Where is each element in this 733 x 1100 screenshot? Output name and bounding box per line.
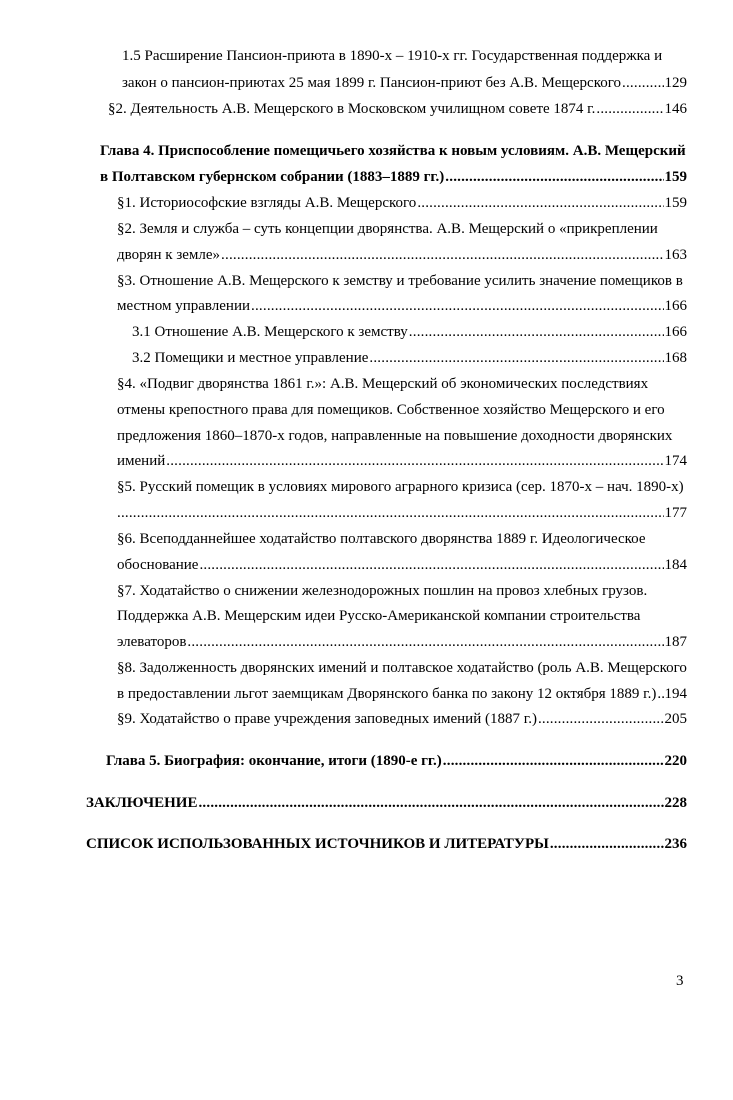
- toc-entry-p8-line1: §8. Задолженность дворянских имений и полтавское ходатайство (роль А.В. Мещерского: [117, 660, 687, 676]
- toc-conclusion[interactable]: ЗАКЛЮЧЕНИЕ ..... 228: [86, 794, 687, 812]
- toc-entry-p3-line1: §3. Отношение А.В. Мещерского к земству и требование усилить значение помещиков в: [117, 273, 683, 289]
- toc-page-number: 159: [664, 195, 687, 211]
- toc-entry-p7-line2: Поддержка А.В. Мещерским идеи Русско-Американской компании строительства: [117, 608, 641, 624]
- toc-entry-p6-line1: §6. Всеподданнейшее ходатайство полтавского дворянства 1889 г. Идеологическое: [117, 531, 646, 547]
- toc-entry-moscow-council[interactable]: §2. Деятельность А.В. Мещерского в Московском училищном совете 1874 г. ..... 146: [108, 100, 687, 118]
- toc-page-number: 228: [664, 795, 687, 811]
- toc-entry-p3[interactable]: местном управлении ..... 166: [117, 297, 687, 315]
- toc-page-number: 194: [664, 686, 687, 702]
- toc-entry-p3-2[interactable]: 3.2 Помещики и местное управление ..... 168: [132, 349, 687, 367]
- page-number: 3: [676, 973, 684, 989]
- toc-page-number: 220: [664, 753, 687, 769]
- toc-entry-p7[interactable]: элеваторов ..... 187: [117, 633, 687, 651]
- toc-sources[interactable]: СПИСОК ИСПОЛЬЗОВАННЫХ ИСТОЧНИКОВ И ЛИТЕРАТУРЫ ..... 236: [86, 835, 687, 853]
- toc-page-number: 163: [664, 247, 687, 263]
- toc-entry-1-5[interactable]: закон о пансион-приютах 25 мая 1899 г. Пансион-приют без А.В. Мещерского ..... 129: [122, 74, 687, 92]
- toc-entry-p1[interactable]: §1. Историософские взгляды А.В. Мещерского ..... 159: [117, 194, 687, 212]
- toc-page-number: 146: [664, 101, 687, 117]
- toc-entry-p6[interactable]: обоснование ..... 184: [117, 556, 687, 574]
- toc-page-number: 168: [664, 350, 687, 366]
- toc-page-number: 187: [664, 634, 687, 650]
- toc-entry-p9[interactable]: §9. Ходатайство о праве учреждения заповедных имений (1887 г.) ..... 205: [117, 710, 687, 728]
- toc-entry-p8[interactable]: в предоставлении льгот заемщикам Дворянского банка по закону 12 октября 1889 г.) ..... 194: [117, 685, 687, 703]
- toc-entry-p4-line2: отмены крепостного права для помещиков. Собственное хозяйство Мещерского и его: [117, 402, 665, 418]
- toc-page-number: 166: [664, 298, 687, 314]
- toc-page-number: 166: [664, 324, 687, 340]
- toc-page-number: 159: [664, 169, 687, 185]
- toc-page-number: 236: [664, 836, 687, 852]
- toc-entry-p2[interactable]: дворян к земле» ..... 163: [117, 246, 687, 264]
- toc-entry-p4-line3: предложения 1860–1870-х годов, направленные на повышение доходности дворянских: [117, 428, 673, 444]
- toc-entry-p4-line1: §4. «Подвиг дворянства 1861 г.»: А.В. Мещерский об экономических последствиях: [117, 376, 649, 392]
- toc-chapter-4-line1: Глава 4. Приспособление помещичьего хозяйства к новым условиям. А.В. Мещерский: [100, 143, 686, 159]
- toc-entry-p2-line1: §2. Земля и служба – суть концепции дворянства. А.В. Мещерский о «прикреплении: [117, 221, 658, 237]
- toc-page-number: 129: [664, 75, 687, 91]
- toc-entry-p4[interactable]: имений ..... 174: [117, 452, 687, 470]
- toc-page-number: 177: [664, 505, 687, 521]
- toc-entry-1-5-line1: 1.5 Расширение Пансион-приюта в 1890-х – 1910-х гг. Государственная поддержка и: [122, 48, 663, 64]
- toc-chapter-4[interactable]: в Полтавском губернском собрании (1883–1889 гг.) ..... 159: [100, 168, 687, 186]
- toc-page-number: 184: [664, 557, 687, 573]
- toc-page-number: 174: [664, 453, 687, 469]
- toc-entry-p5[interactable]: [117, 504, 687, 522]
- toc-chapter-5[interactable]: Глава 5. Биография: окончание, итоги (1890-е гг.) ..... 220: [106, 752, 687, 770]
- toc-entry-p3-1[interactable]: 3.1 Отношение А.В. Мещерского к земству ..... 166: [132, 323, 687, 341]
- toc-page-number: 205: [664, 711, 687, 727]
- toc-entry-p7-line1: §7. Ходатайство о снижении железнодорожных пошлин на провоз хлебных грузов.: [117, 583, 648, 599]
- toc-entry-p5-line1: §5. Русский помещик в условиях мирового аграрного кризиса (сер. 1870-х – нач. 1890-х): [117, 479, 684, 495]
